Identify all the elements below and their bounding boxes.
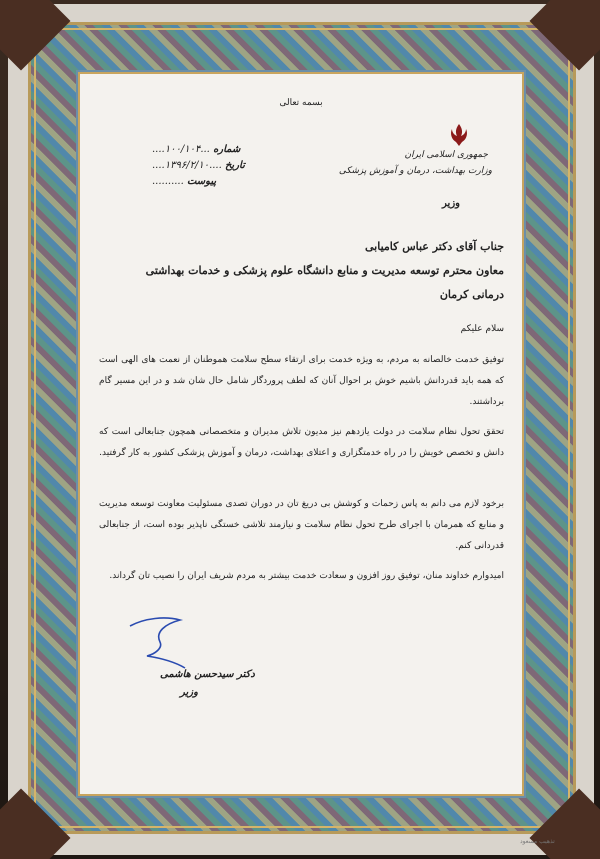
body-paragraph-1: توفیق خدمت خالصانه به مردم، به ویژه خدمت برای ارتقاء سطح سلامت هموطنان از نعمت های الهی است که همه باید قدردانش باشیم خوش بر احوال آنان که لطف پروردگار شامل حال شان شد و در این مسیر گام برداشتند. [99, 355, 504, 407]
addressee-position: معاون محترم توسعه مدیریت و منابع دانشگاه علوم پزشکی و خدمات بهداشتی [145, 264, 504, 277]
letter-number [152, 144, 240, 155]
basmala: بسمه تعالی [279, 98, 323, 108]
letter-attachment [152, 176, 216, 187]
date-label: تاریخ [224, 160, 245, 171]
iran-emblem-icon [448, 122, 470, 148]
body-paragraph-4: امیدوارم خداوند منان، توفیق روز افزون و سعادت خدمت بیشتر به مردم شریف ایران را نصیب تان گرداند. [109, 571, 504, 581]
number-value: ...۱۰۰/۱۰۴.... [152, 144, 210, 155]
signer-name: دکتر سیدحسن هاشمی [160, 669, 255, 680]
body-paragraph-2: تحقق تحول نظام سلامت در دولت یازدهم نیز مدیون تلاش مدیران و متخصصانی همچون جنابعالی است که دانش و تخصص خویش را در راه خدمتگزاری و اعتلای بهداشت، درمان و آموزش پزشکی کشور به کار گرفتید. [99, 427, 504, 458]
handwritten-signature [125, 614, 205, 674]
greeting: سلام علیکم [460, 324, 504, 334]
body-paragraph-3: برخود لازم می دانم به پاس زحمات و کوشش بی دریغ تان در دوران تصدی مسئولیت معاونت توسعه مدیریت و منابع که همرمان با اجرای طرح تحول نظام سلامت و نیازمند تلاشی خستگی ناپذیر بوده است، از جنابعالی قدردانی کنم. [99, 499, 504, 551]
addressee-name: جناب آقای دکتر عباس کامیابی [365, 240, 504, 253]
attachment-value: .......... [152, 176, 184, 187]
addressee-position-cont: درمانی کرمان [439, 288, 504, 301]
minister-label: وزیر [442, 198, 460, 209]
ministry-line-2: وزارت بهداشت، درمان و آموزش پزشکی [338, 166, 492, 176]
date-value: ....۱۳۹۶/۲/۱۰.... [152, 160, 222, 171]
signer-title: وزیر [180, 687, 198, 698]
letter-paper [80, 74, 522, 794]
illuminator-stamp: تذهیب مسعود [520, 838, 555, 845]
letter-date [152, 160, 245, 171]
number-label: شماره [213, 144, 241, 155]
attachment-label: پیوست [186, 176, 217, 187]
ministry-line-1: جمهوری اسلامی ایران [404, 150, 488, 160]
